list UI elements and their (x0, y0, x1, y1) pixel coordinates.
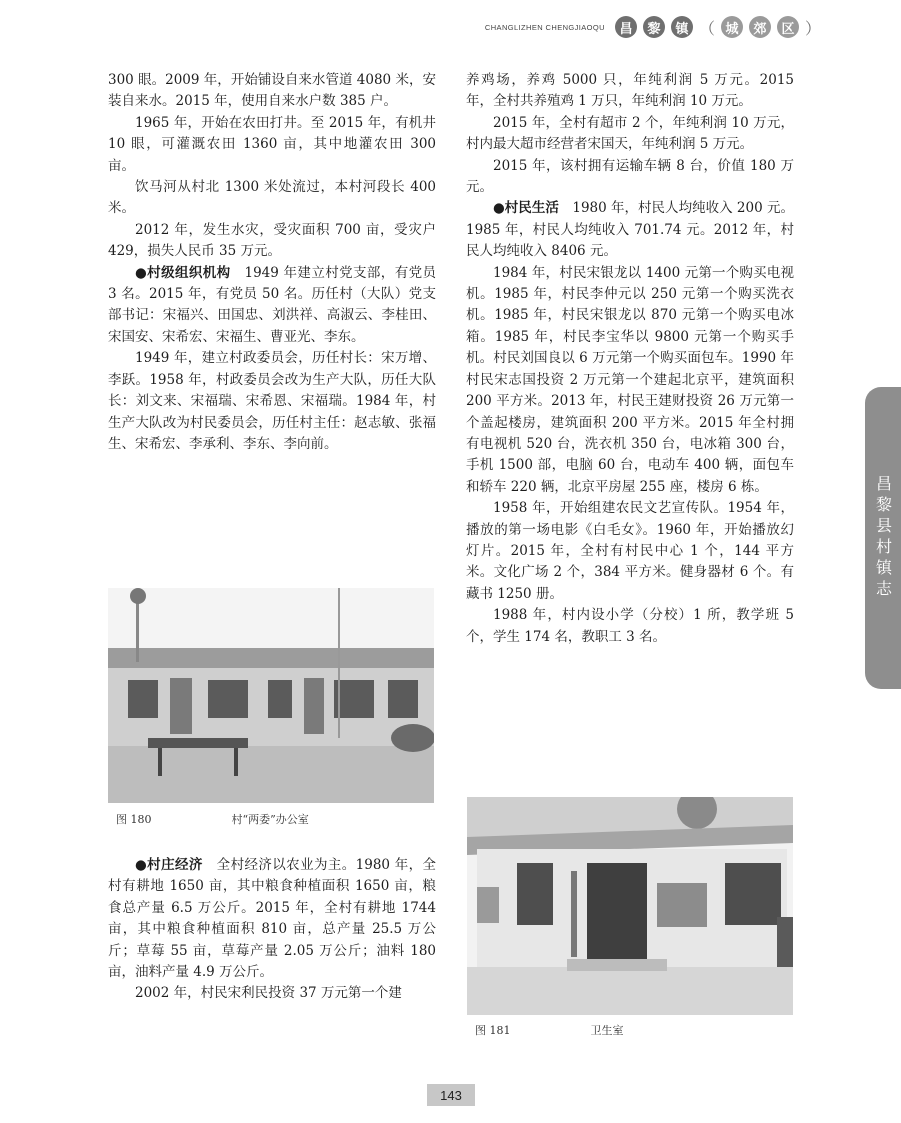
section-heading: ●村民生活 (493, 200, 559, 217)
header-title-char: 镇 (671, 16, 693, 38)
paragraph: 2015 年，全村有超市 2 个，年纯利润 10 万元，村内最大超市经营者宋国天，年纯利润 5 万元。 (466, 114, 794, 153)
paragraph: 1958 年，开始组建农民文艺宣传队。1954 年，播放的第一场电影《白毛女》。1960 年，开始播放幻灯片。2015 年，全村有村民中心 1 个，144 平方米。文化广场 2 个，384 平方米。健身器材 6 个。有藏书 1250 册。 (466, 500, 794, 602)
header-district-char: 郊 (749, 16, 771, 38)
paragraph-text: 1949 年建立村党支部，有党员 3 名。2015 年，有党员 50 名。历任村（大队）党支部书记：宋福兴、田国忠、刘洪祥、高淑云、李桂田、宋国安、宋希宏、宋福生、曹亚光、李东。 (108, 264, 437, 345)
header-title-char: 黎 (643, 16, 665, 38)
paragraph: 2002 年，村民宋利民投资 37 万元第一个建 (135, 985, 402, 1002)
header-district-char: 区 (777, 16, 799, 38)
paragraph-text: 全村经济以农业为主。1980 年，全村有耕地 1650 亩，其中粮食种植面积 1650 亩，粮食总产量 6.5 万公斤。2015 年，全村有耕地 1744 亩，其中粮食种植面积 810 亩，总产量 25.5 万公斤；草莓 55 亩，草莓产量 2.05 万公斤；油料 180 亩，油料产量 4.9 万公斤。 (108, 857, 437, 981)
paragraph: 养鸡场，养鸡 5000 只，年纯利润 5 万元。2015 年，全村共养殖鸡 1 万只，年纯利润 10 万元。 (466, 72, 794, 110)
figure-number: 图 180 (116, 813, 152, 826)
header-pinyin: CHANGLIZHEN CHENGJIAOQU (484, 22, 605, 32)
header-paren-open: （ (698, 18, 715, 38)
paragraph-text: 1980 年，村民人均纯收入 200 元。1985 年，村民人均纯收入 701.74 元。2012 年，村民人均纯收入 8406 元。 (466, 200, 795, 260)
paragraph: 1949 年，建立村政委员会，历任村长：宋万增、李跃。1958 年，村政委员会改为生产大队，历任大队长：刘文来、宋福瑞、宋希恩、宋福瑞。1984 年，村生产大队改为村民委员会，历任村主任：赵志敏、张福生、宋希宏、李承利、李东、李向前。 (108, 350, 436, 452)
paragraph: 饮马河从村北 1300 米处流过，本村河段长 400 米。 (108, 179, 436, 217)
paragraph (108, 263, 436, 349)
page-number: 143 (427, 1084, 475, 1106)
photo-clinic (467, 797, 793, 1015)
section-heading: ●村庄经济 (135, 857, 203, 873)
paragraph: 1988 年，村内设小学（分校）1 所，教学班 5 个，学生 174 名，教职工 3 名。 (466, 607, 794, 645)
running-header (485, 14, 821, 40)
header-title-char: 昌 (615, 16, 637, 38)
right-column (466, 70, 794, 648)
figure-title: 卫生室 (590, 1024, 624, 1037)
left-column-upper (108, 70, 436, 455)
paragraph: 1965 年，开始在农田打井。至 2015 年，有机井 10 眼，可灌溉农田 1360 亩，其中地灌农田 300 亩。 (108, 114, 436, 174)
header-district-char: 城 (721, 16, 743, 38)
photo-village-office (108, 588, 434, 803)
left-column-lower (108, 855, 436, 1005)
paragraph (108, 855, 436, 983)
section-heading: ●村级组织机构 (135, 264, 231, 281)
side-tab: 昌黎县村镇志 (865, 387, 901, 689)
paragraph: 2012 年，发生水灾，受灾面积 700 亩，受灾户 429，损失人民币 35 万元。 (108, 221, 436, 260)
paragraph: 300 眼。2009 年，开始铺设自来水管道 4080 米，安装自来水。2015 年，使用自来水户数 385 户。 (108, 72, 436, 110)
paragraph: 2015 年，该村拥有运输车辆 8 台，价值 180 万元。 (466, 157, 794, 196)
paragraph (466, 198, 794, 262)
paragraph: 1984 年，村民宋银龙以 1400 元第一个购买电视机。1985 年，村民李仲元以 250 元第一个购买洗衣机。1985 年，村民宋银龙以 870 元第一个购买电冰箱。1985 年，村民李宝华以 9800 元第一个购买手机。村民刘国良以 6 万元第一个购买面包车。1990 年村民宋志国投资 2 万元第一个建起北京平，建筑面积 200 平方米。2013 年，村民王建财投资 26 万元第一个盖起楼房，建筑面积 200 平方米。2015 年全村拥有电视机 520 台，洗衣机 350 台，电冰箱 300 台，手机 1500 部，电脑 60 台，电动车 400 辆，面包车和轿车 220 辆，北京平房屋 255 座，楼房 6 栋。 (466, 264, 794, 495)
figure-caption-180 (116, 811, 309, 827)
figure-title: 村“两委”办公室 (231, 813, 309, 826)
header-paren-close: ） (804, 18, 821, 38)
figure-number: 图 181 (475, 1024, 511, 1037)
figure-caption-181 (475, 1022, 624, 1038)
